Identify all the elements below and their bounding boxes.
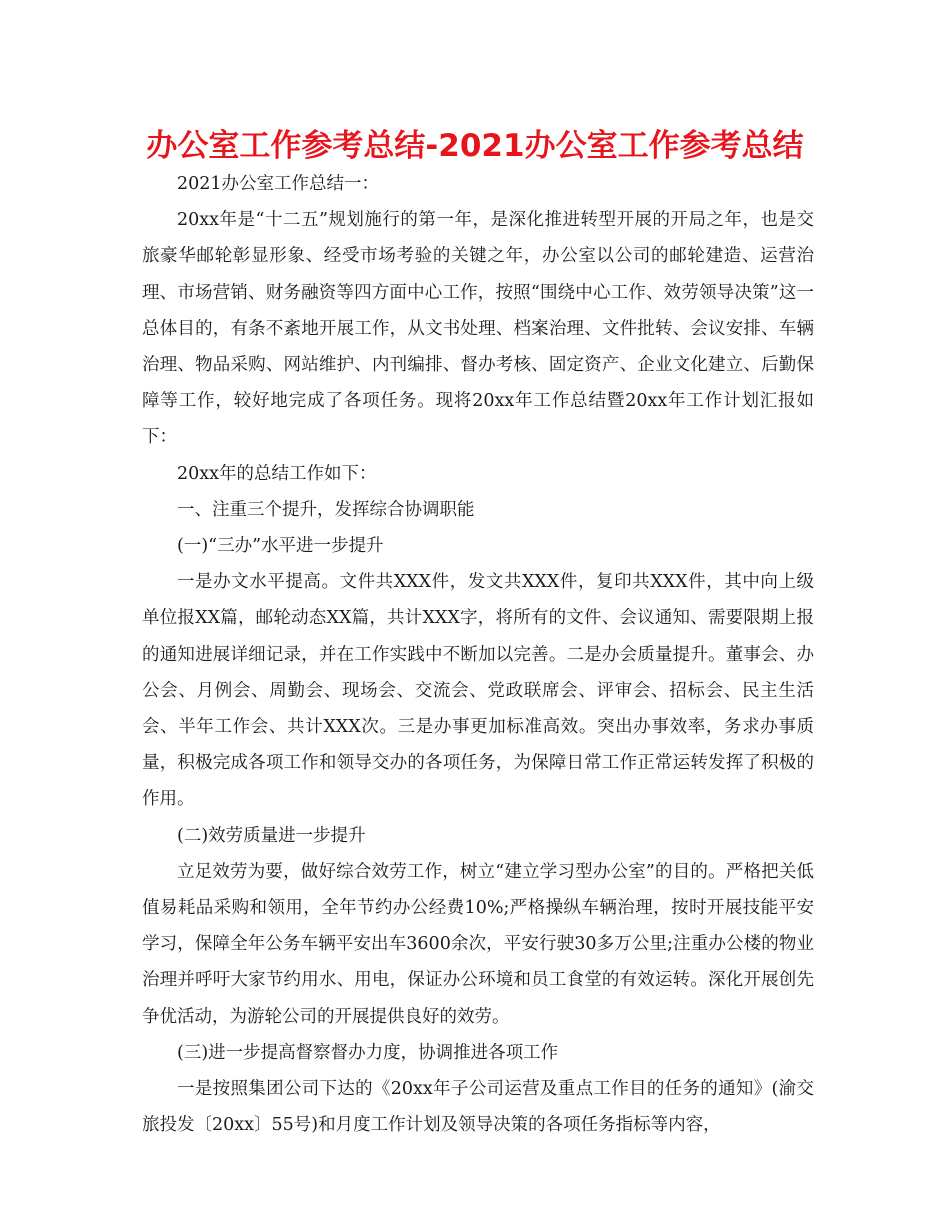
subsection-heading-1: (一)“三办”水平进一步提升 bbox=[177, 536, 384, 557]
subsection-heading-3: (三)进一步提高督察督办力度，协调推进各项工作 bbox=[177, 1042, 559, 1063]
paragraph-overview: 20xx年是“十二五”规划施行的第一年，是深化推进转型开展的开局之年，也是交旅豪华邮轮彰显形象、经受市场考验的关键之年，办公室以公司的邮轮建造、运营治理、市场营销、财务融资等四方面中心工作，按照“围绕中心工作、效劳领导决策”这一总体目的，有条不紊地开展工作，从文书处理、档案治理、文件批转、会议安排、车辆治理、物品采购、网站维护、内刊编排、督办考核、固定资产、企业文化建立、后勤保障等工作，较好地完成了各项任务。现将20xx年工作总结暨20xx年工作计划汇报如下： bbox=[142, 210, 814, 448]
paragraph-supervision: 一是按照集团公司下达的《20xx年子公司运营及重点工作目的任务的通知》(渝交旅投发〔20xx〕55号)和月度工作计划及领导决策的各项任务指标等内容， bbox=[142, 1079, 814, 1136]
paragraph-summary-heading: 20xx年的总结工作如下： bbox=[177, 463, 377, 484]
section-heading-1: 一、注重三个提升，发挥综合协调职能 bbox=[177, 499, 475, 520]
document-title: 办公室工作参考总结-2021办公室工作参考总结 bbox=[146, 128, 804, 164]
paragraph-service-quality: 立足效劳为要，做好综合效劳工作，树立“建立学习型办公室”的目的。严格把关低值易耗品采购和领用，全年节约办公经费10%;严格操纵车辆治理，按时开展技能平安学习，保障全年公务车辆平安出车3600余次，平安行驶30多万公里;注重办公楼的物业治理并呼吁大家节约用水、用电，保证办公环境和员工食堂的有效运转。深化开展创先争优活动，为游轮公司的开展提供良好的效劳。 bbox=[142, 861, 814, 1027]
document-body bbox=[142, 166, 814, 1143]
paragraph-intro: 2021办公室工作总结一： bbox=[177, 174, 380, 194]
paragraph-three-offices: 一是办文水平提高。文件共XXX件，发文共XXX件，复印共XXX件，其中向上级单位报XX篇，邮轮动态XX篇，共计XXX字，将所有的文件、会议通知、需要限期上报的通知进展详细记录，并在工作实践中不断加以完善。二是办会质量提升。董事会、办公会、月例会、周勤会、现场会、交流会、党政联席会、评审会、招标会、民主生活会、半年工作会、共计XXX次。三是办事更加标准高效。突出办事效率，务求办事质量，积极完成各项工作和领导交办的各项任务，为保障日常工作正常运转发挥了积极的作用。 bbox=[142, 572, 814, 810]
subsection-heading-2: (二)效劳质量进一步提升 bbox=[177, 825, 366, 846]
